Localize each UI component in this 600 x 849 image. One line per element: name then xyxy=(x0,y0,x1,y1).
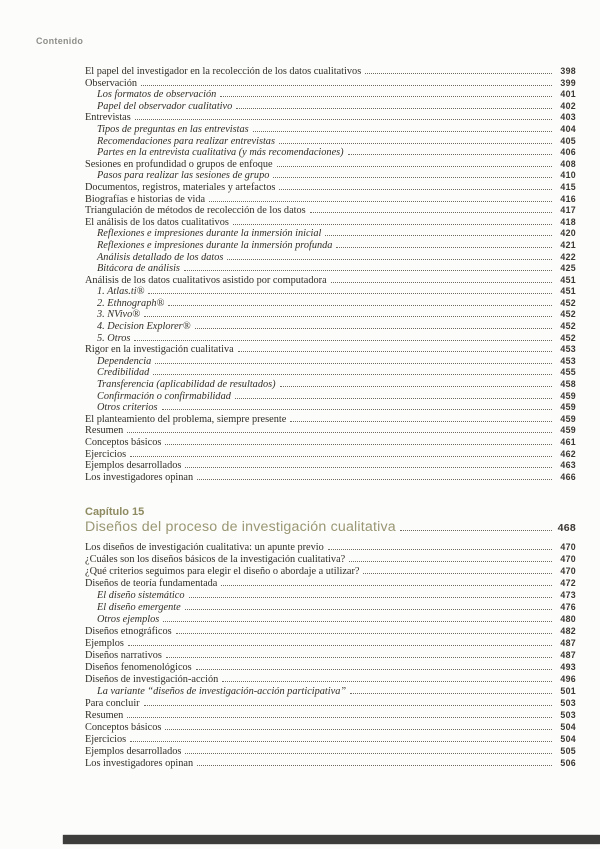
entry-title: ¿Cuáles son los diseños básicos de la investigación cualitativa? xyxy=(85,554,346,566)
entry-title: El diseño sistemático xyxy=(97,590,185,602)
toc-entry xyxy=(85,697,576,709)
entry-title: Ejercicios xyxy=(85,448,127,460)
page-number: 504 xyxy=(560,722,576,733)
dotted-leader xyxy=(273,177,552,178)
dotted-leader xyxy=(280,386,552,387)
toc-entry xyxy=(85,205,576,217)
page-number: 415 xyxy=(560,181,576,192)
toc-entry xyxy=(85,217,576,229)
dotted-leader xyxy=(141,85,552,86)
toc-entry xyxy=(85,649,576,661)
entry-title: 2. Ethnograph® xyxy=(97,297,165,309)
page-number: 403 xyxy=(560,112,576,123)
entry-title: Resumen xyxy=(85,425,124,437)
entry-title: Entrevistas xyxy=(85,112,131,124)
dotted-leader xyxy=(363,573,552,574)
toc-entry xyxy=(85,589,576,601)
toc-entry xyxy=(85,745,576,757)
chapter-title: Diseños del proceso de investigación cualitativa xyxy=(85,519,396,536)
dotted-leader xyxy=(195,328,552,329)
dotted-leader xyxy=(197,765,552,766)
page-number: 453 xyxy=(560,355,576,366)
entry-title: Sesiones en profundidad o grupos de enfoque xyxy=(85,158,273,170)
page-number: 410 xyxy=(560,170,576,181)
dotted-leader xyxy=(166,657,552,658)
page-number: 505 xyxy=(560,746,576,757)
dotted-leader xyxy=(310,212,552,213)
dotted-leader xyxy=(162,409,552,410)
entry-title: Rigor en la investigación cualitativa xyxy=(85,344,234,356)
entry-title: Confirmación o confirmabilidad xyxy=(97,390,231,402)
entry-title: Los investigadores opinan xyxy=(85,471,194,483)
toc-entry xyxy=(85,565,576,577)
toc-entry xyxy=(85,472,576,484)
entry-title: Diseños fenomenológicos xyxy=(85,662,192,674)
entry-title: Los diseños de investigación cualitativa: un apunte previo xyxy=(85,542,324,554)
page-number: 466 xyxy=(560,471,576,482)
dotted-leader xyxy=(365,73,552,74)
dotted-leader xyxy=(238,351,552,352)
page-number: 504 xyxy=(560,734,576,745)
toc-entry xyxy=(85,240,576,252)
dotted-leader xyxy=(349,561,552,562)
toc-entry xyxy=(85,709,576,721)
dotted-leader xyxy=(325,235,552,236)
toc-entry xyxy=(85,613,576,625)
entry-title: 5. Otros xyxy=(97,332,131,344)
page-number: 416 xyxy=(560,193,576,204)
toc-entry xyxy=(85,309,576,321)
chapter-page-number: 468 xyxy=(557,522,576,535)
toc-entry xyxy=(85,757,576,769)
toc-entry xyxy=(85,541,576,553)
dotted-leader xyxy=(163,621,552,622)
entry-title: Conceptos básicos xyxy=(85,437,162,448)
dotted-leader xyxy=(400,530,552,531)
entry-title: El análisis de los datos cualitativos xyxy=(85,216,229,228)
page-number: 420 xyxy=(560,228,576,239)
dotted-leader xyxy=(277,166,552,167)
page-number: 452 xyxy=(560,332,576,343)
entry-title: Pasos para realizar las sesiones de grupo xyxy=(97,170,270,182)
toc-entry xyxy=(85,66,576,78)
page-number: 503 xyxy=(560,698,576,709)
page-number: 418 xyxy=(560,216,576,227)
dotted-leader xyxy=(290,421,552,422)
page-number: 401 xyxy=(560,89,576,100)
entry-title: 1. Atlas.ti® xyxy=(97,286,145,298)
entry-title: Diseños de investigación-acción xyxy=(85,674,219,686)
dotted-leader xyxy=(221,585,552,586)
page-number: 459 xyxy=(560,402,576,413)
entry-title: Diseños etnográficos xyxy=(85,626,172,638)
dotted-leader xyxy=(168,305,552,306)
page-number: 487 xyxy=(560,650,576,661)
toc-entry xyxy=(85,460,576,472)
dotted-leader xyxy=(134,340,552,341)
toc-entry xyxy=(85,661,576,673)
toc-entry xyxy=(85,733,576,745)
dotted-leader xyxy=(209,201,552,202)
page-number: 453 xyxy=(560,344,576,355)
toc-entry xyxy=(85,78,576,90)
chapter-label: Capítulo 15 xyxy=(85,506,145,519)
dotted-leader xyxy=(279,143,552,144)
entry-title: Papel del observador cualitativo xyxy=(97,100,233,112)
toc-entry xyxy=(85,147,576,159)
dotted-leader xyxy=(155,363,552,364)
entry-title: Tipos de preguntas en las entrevistas xyxy=(97,123,249,135)
entry-title: Triangulación de métodos de recolección de los datos xyxy=(85,205,306,217)
entry-title: Los investigadores opinan xyxy=(85,758,194,770)
bottom-scan-bar xyxy=(63,835,600,844)
dotted-leader xyxy=(185,753,552,754)
page-number: 408 xyxy=(560,158,576,169)
entry-title: Biografías e historias de vida xyxy=(85,193,206,205)
entry-title: Ejemplos xyxy=(85,638,124,650)
toc-entry xyxy=(85,553,576,565)
toc-entry xyxy=(85,89,576,101)
toc-section xyxy=(85,66,576,483)
entry-title: Bitácora de análisis xyxy=(97,263,180,275)
entry-title: Para concluir xyxy=(85,698,140,710)
toc-entry xyxy=(85,685,576,697)
page-number: 452 xyxy=(560,309,576,320)
dotted-leader xyxy=(348,154,552,155)
entry-title: Ejemplos desarrollados xyxy=(85,460,182,472)
dotted-leader xyxy=(185,609,552,610)
dotted-leader xyxy=(165,444,552,445)
toc-entry xyxy=(85,228,576,240)
page-number: 473 xyxy=(560,590,576,601)
entry-title: Reflexiones e impresiones durante la inmersión inicial xyxy=(97,228,322,240)
dotted-leader xyxy=(328,549,552,550)
toc-entry xyxy=(85,101,576,113)
page-number: 399 xyxy=(560,77,576,88)
entry-title: Documentos, registros, materiales y artefactos xyxy=(85,181,276,193)
dotted-leader xyxy=(253,131,552,132)
entry-title: Análisis de los datos cualitativos asistido por computadora xyxy=(85,274,327,286)
page-number: 472 xyxy=(560,578,576,589)
entry-title: ¿Qué criterios seguimos para elegir el diseño o abordaje a utilizar? xyxy=(85,566,360,578)
entry-title: Transferencia (aplicabilidad de resultados) xyxy=(97,379,276,391)
page-number: 425 xyxy=(560,263,576,274)
entry-title: Ejercicios xyxy=(85,734,127,746)
page-number: 451 xyxy=(560,286,576,297)
entry-title: Otros criterios xyxy=(97,402,158,414)
toc-entry xyxy=(85,625,576,637)
toc-entry xyxy=(85,321,576,333)
toc-entry xyxy=(85,367,576,379)
dotted-leader xyxy=(236,108,552,109)
page-number: 487 xyxy=(560,638,576,649)
dotted-leader xyxy=(128,645,552,646)
page-number: 405 xyxy=(560,135,576,146)
toc-entry xyxy=(85,414,576,426)
toc-entry xyxy=(85,182,576,194)
dotted-leader xyxy=(144,316,552,317)
page-number: 459 xyxy=(560,413,576,424)
running-header: Contenido xyxy=(36,36,84,46)
entry-title: Análisis detallado de los datos xyxy=(97,251,224,263)
toc-entry xyxy=(85,356,576,368)
dotted-leader xyxy=(185,467,552,468)
toc-entry xyxy=(85,673,576,685)
toc-entry xyxy=(85,577,576,589)
dotted-leader xyxy=(176,633,552,634)
page-number: 459 xyxy=(560,390,576,401)
entry-title: Credibilidad xyxy=(97,367,150,379)
dotted-leader xyxy=(135,119,552,120)
entry-title: 4. Decision Explorer® xyxy=(97,321,191,333)
page-number: 480 xyxy=(560,614,576,625)
dotted-leader xyxy=(165,729,552,730)
toc-entry xyxy=(85,637,576,649)
page-number: 398 xyxy=(560,66,576,76)
dotted-leader xyxy=(196,669,552,670)
toc-entry xyxy=(85,601,576,613)
page-number: 493 xyxy=(560,662,576,673)
dotted-leader xyxy=(220,96,552,97)
dotted-leader xyxy=(227,259,552,260)
page-number: 451 xyxy=(560,274,576,285)
dotted-leader xyxy=(197,479,552,480)
page-number: 406 xyxy=(560,147,576,158)
page-number: 461 xyxy=(560,437,576,447)
toc-entry xyxy=(85,112,576,124)
dotted-leader xyxy=(350,693,552,694)
page-number: 417 xyxy=(560,205,576,216)
dotted-leader xyxy=(235,398,552,399)
entry-title: Conceptos básicos xyxy=(85,722,162,734)
toc-entry xyxy=(85,437,576,449)
toc-entry xyxy=(85,425,576,437)
entry-title: Partes en la entrevista cualitativa (y más recomendaciones) xyxy=(97,147,344,159)
dotted-leader xyxy=(130,456,552,457)
page-number: 506 xyxy=(560,758,576,769)
page-number: 470 xyxy=(560,566,576,577)
dotted-leader xyxy=(127,432,552,433)
entry-title: Resumen xyxy=(85,710,124,722)
entry-title: Otros ejemplos xyxy=(97,614,160,626)
toc-entry xyxy=(85,298,576,310)
page-number: 404 xyxy=(560,123,576,134)
toc-entry xyxy=(85,449,576,461)
toc-entry xyxy=(85,136,576,148)
dotted-leader xyxy=(331,282,552,283)
dotted-leader xyxy=(336,247,552,248)
page-number: 501 xyxy=(560,686,576,697)
chapter-title-row xyxy=(85,519,576,536)
entry-title: El diseño emergente xyxy=(97,602,181,614)
page-number: 402 xyxy=(560,100,576,111)
entry-title: Observación xyxy=(85,77,138,89)
page-number: 476 xyxy=(560,602,576,613)
entry-title: Diseños narrativos xyxy=(85,650,162,662)
dotted-leader xyxy=(222,681,552,682)
entry-title: Reflexiones e impresiones durante la inmersión profunda xyxy=(97,239,333,251)
page-number: 422 xyxy=(560,251,576,262)
dotted-leader xyxy=(144,705,552,706)
entry-title: El papel del investigador en la recolección de los datos cualitativos xyxy=(85,66,362,77)
dotted-leader xyxy=(184,270,552,271)
toc-entry xyxy=(85,391,576,403)
entry-title: Diseños de teoría fundamentada xyxy=(85,578,218,590)
entry-title: Ejemplos desarrollados xyxy=(85,746,182,758)
toc-entry xyxy=(85,252,576,264)
dotted-leader xyxy=(130,741,552,742)
toc-entry xyxy=(85,721,576,733)
toc-entry xyxy=(85,170,576,182)
page-number: 470 xyxy=(560,554,576,565)
page-number: 421 xyxy=(560,239,576,250)
page-number: 482 xyxy=(560,626,576,637)
page-number: 462 xyxy=(560,448,576,459)
page-number: 470 xyxy=(560,542,576,553)
entry-title: Recomendaciones para realizar entrevistas xyxy=(97,135,275,147)
toc-entry xyxy=(85,124,576,136)
entry-title: 3. NVivo® xyxy=(97,309,141,321)
page-number: 459 xyxy=(560,425,576,436)
page-number: 503 xyxy=(560,710,576,721)
entry-title: Dependencia xyxy=(97,355,152,367)
toc-entry xyxy=(85,275,576,287)
page-number: 496 xyxy=(560,674,576,685)
toc-entry xyxy=(85,194,576,206)
dotted-leader xyxy=(148,293,552,294)
dotted-leader xyxy=(153,374,552,375)
entry-title: Los formatos de observación xyxy=(97,89,217,101)
dotted-leader xyxy=(233,224,552,225)
toc-entry xyxy=(85,344,576,356)
toc-entry xyxy=(85,402,576,414)
dotted-leader xyxy=(279,189,552,190)
toc-section xyxy=(85,541,576,769)
page-number: 463 xyxy=(560,460,576,471)
toc-entry xyxy=(85,159,576,171)
toc-entry xyxy=(85,379,576,391)
toc-entry xyxy=(85,263,576,275)
toc-entry xyxy=(85,333,576,345)
page-number: 452 xyxy=(560,297,576,308)
toc-entry xyxy=(85,286,576,298)
page-number: 458 xyxy=(560,379,576,390)
toc-list xyxy=(85,66,576,769)
entry-title: La variante “diseños de investigación-acción participativa” xyxy=(97,686,347,698)
page-number: 452 xyxy=(560,321,576,332)
page-number: 455 xyxy=(560,367,576,378)
dotted-leader xyxy=(189,597,552,598)
dotted-leader xyxy=(127,717,552,718)
entry-title: El planteamiento del problema, siempre presente xyxy=(85,413,287,425)
